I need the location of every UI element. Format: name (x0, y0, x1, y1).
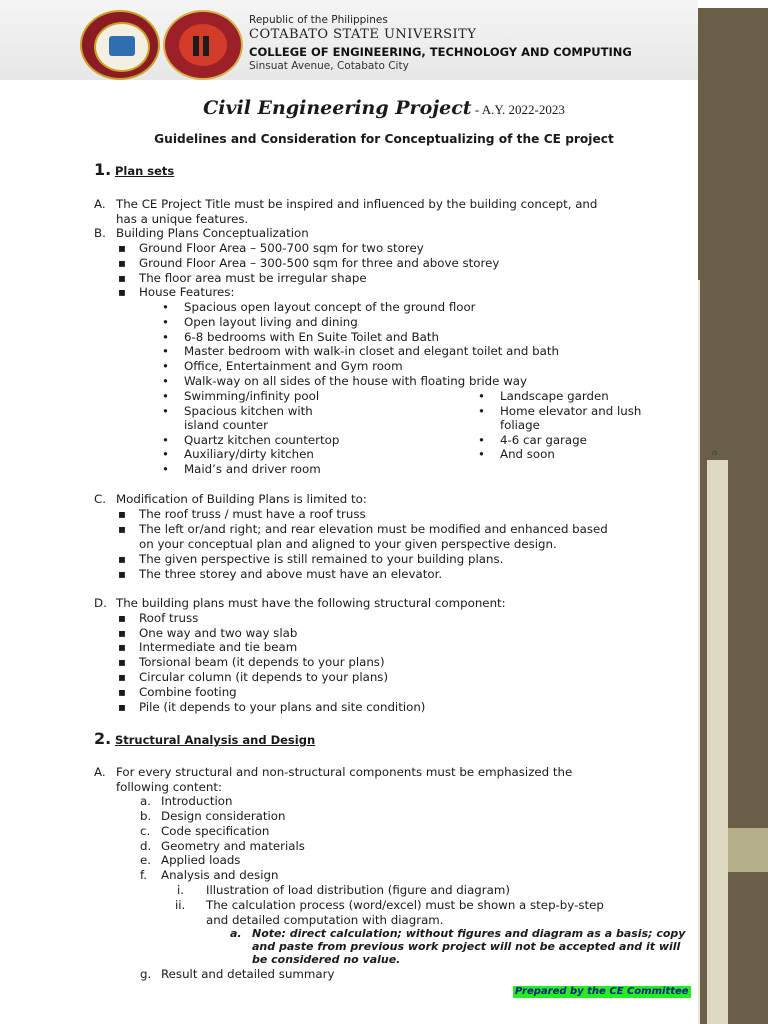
side-strip-accent (728, 828, 768, 872)
sub-marker: c. (140, 824, 151, 838)
sub-item: Analysis and design (161, 868, 279, 882)
roman-marker: ii. (175, 898, 186, 912)
note-text: Note: direct calculation; without figures and diagram as a basis; copy (252, 927, 686, 940)
square-bullet: ▪ (118, 670, 126, 684)
sub-marker: b. (140, 809, 152, 823)
item-marker: D. (94, 596, 107, 610)
list-item: Roof truss (139, 611, 199, 625)
side-strip-light (707, 460, 728, 1024)
list-item-continued: on your conceptual plan and aligned to your given perspective design. (139, 537, 557, 551)
college-seal-logo (163, 10, 243, 80)
list-item: The roof truss / must have a roof truss (139, 507, 366, 521)
dot-bullet: • (162, 433, 169, 447)
section-label: Plan sets (114, 164, 175, 178)
address: Sinsuat Avenue, Cotabato City (249, 60, 409, 72)
dot-bullet: • (162, 404, 169, 418)
item-text: has a unique features. (116, 212, 249, 226)
sub-item: Introduction (161, 794, 233, 808)
square-bullet: ▪ (118, 507, 126, 521)
dot-bullet: • (162, 389, 169, 403)
dot-bullet: • (162, 374, 169, 388)
item-text: following content: (116, 780, 222, 794)
square-bullet: ▪ (118, 685, 126, 699)
list-item: Ground Floor Area – 300-500 sqm for three and above storey (139, 256, 500, 270)
list-item: The given perspective is still remained to your building plans. (139, 552, 504, 566)
sub-item: Geometry and materials (161, 839, 305, 853)
list-item: Landscape garden (500, 389, 609, 403)
square-bullet: ▪ (118, 567, 126, 581)
item-marker: A. (94, 197, 106, 211)
republic-line: Republic of the Philippines (249, 14, 388, 26)
dot-bullet: • (478, 389, 485, 403)
letterhead (0, 0, 698, 80)
list-item: The floor area must be irregular shape (139, 271, 367, 285)
list-item: One way and two way slab (139, 626, 298, 640)
list-item: Spacious kitchen with (184, 404, 313, 418)
list-item: Torsional beam (it depends to your plans) (139, 655, 385, 669)
item-text: Modification of Building Plans is limited to: (116, 492, 367, 506)
square-bullet: ▪ (118, 700, 126, 714)
sub-item: Design consideration (161, 809, 286, 823)
dot-bullet: • (162, 447, 169, 461)
note-text: and paste from previous work project will not be accepted and it will (252, 940, 681, 953)
list-item: Auxiliary/dirty kitchen (184, 447, 314, 461)
item-marker: A. (94, 765, 106, 779)
item-text: The CE Project Title must be inspired and influenced by the building concept, and (116, 197, 598, 211)
section-2-heading (94, 729, 316, 748)
dot-bullet: • (478, 447, 485, 461)
roman-marker: i. (177, 883, 185, 897)
list-item: Swimming/infinity pool (184, 389, 320, 403)
note-marker: a. (230, 927, 242, 940)
item-text: Building Plans Conceptualization (116, 226, 309, 240)
square-bullet: ▪ (118, 241, 126, 255)
title-separator: - (471, 102, 482, 117)
list-item: Open layout living and dining (184, 315, 358, 329)
roman-item: Illustration of load distribution (figure and diagram) (206, 883, 510, 897)
section-number: 1. (94, 160, 112, 179)
sub-marker: a. (140, 794, 151, 808)
sub-marker: g. (140, 967, 152, 981)
dot-bullet: • (162, 462, 169, 476)
list-item: And soon (500, 447, 555, 461)
section-label: Structural Analysis and Design (114, 733, 316, 747)
college-name: COLLEGE OF ENGINEERING, TECHNOLOGY AND COMPUTING (249, 45, 632, 59)
list-item: The left or/and right; and rear elevation must be modified and enhanced based (139, 522, 608, 536)
item-text: For every structural and non-structural components must be emphasized the (116, 765, 573, 779)
list-item: 6-8 bedrooms with En Suite Toilet and Bath (184, 330, 439, 344)
list-item: House Features: (139, 285, 235, 299)
square-bullet: ▪ (118, 271, 126, 285)
square-bullet: ▪ (118, 655, 126, 669)
list-item: Maid’s and driver room (184, 462, 321, 476)
square-bullet: ▪ (118, 626, 126, 640)
item-text: The building plans must have the following structural component: (116, 596, 506, 610)
sub-marker: f. (140, 868, 148, 882)
list-item: Home elevator and lush (500, 404, 642, 418)
roman-item-continued: and detailed computation with diagram. (206, 913, 444, 927)
list-item: 4-6 car garage (500, 433, 587, 447)
square-bullet: ▪ (118, 256, 126, 270)
section-1-heading (94, 160, 175, 179)
side-strip-top (698, 0, 768, 8)
list-item-continued: foliage (500, 418, 540, 432)
dot-bullet: • (162, 359, 169, 373)
list-item: Circular column (it depends to your plans) (139, 670, 389, 684)
list-item: Walk-way on all sides of the house with floating bride way (184, 374, 527, 388)
dot-bullet: • (162, 315, 169, 329)
document-subtitle: Guidelines and Consideration for Conceptualizing of the CE project (154, 132, 614, 146)
side-mark: e (708, 450, 719, 456)
square-bullet: ▪ (118, 552, 126, 566)
list-item: Spacious open layout concept of the ground floor (184, 300, 476, 314)
sub-item: Code specification (161, 824, 270, 838)
dot-bullet: • (162, 300, 169, 314)
list-item: The three storey and above must have an elevator. (139, 567, 443, 581)
list-item: Pile (it depends to your plans and site condition) (139, 700, 426, 714)
university-seal-logo (80, 10, 160, 80)
item-marker: B. (94, 226, 106, 240)
list-item: Master bedroom with walk-in closet and elegant toilet and bath (184, 344, 559, 358)
roman-item: The calculation process (word/excel) must be shown a step-by-step (206, 898, 604, 912)
dot-bullet: • (162, 330, 169, 344)
list-item: Intermediate and tie beam (139, 640, 298, 654)
note-text: be considered no value. (252, 953, 401, 966)
square-bullet: ▪ (118, 522, 126, 536)
list-item-continued: island counter (184, 418, 269, 432)
list-item: Quartz kitchen countertop (184, 433, 340, 447)
prepared-by-label: Prepared by the CE Committee (515, 986, 689, 997)
academic-year: A.Y. 2022-2023 (481, 102, 565, 117)
sub-marker: e. (140, 853, 152, 867)
dot-bullet: • (162, 344, 169, 358)
square-bullet: ▪ (118, 285, 126, 299)
square-bullet: ▪ (118, 611, 126, 625)
sub-item: Result and detailed summary (161, 967, 335, 981)
sub-item: Applied loads (161, 853, 241, 867)
document-title (0, 97, 768, 119)
list-item: Combine footing (139, 685, 237, 699)
square-bullet: ▪ (118, 640, 126, 654)
dot-bullet: • (478, 404, 485, 418)
sub-marker: d. (140, 839, 152, 853)
university-name: COTABATO STATE UNIVERSITY (249, 27, 477, 42)
list-item: Ground Floor Area – 500-700 sqm for two storey (139, 241, 424, 255)
item-marker: C. (94, 492, 106, 506)
side-strip-edge (698, 280, 700, 1024)
section-number: 2. (94, 729, 112, 748)
list-item: Office, Entertainment and Gym room (184, 359, 403, 373)
dot-bullet: • (478, 433, 485, 447)
title-main: Civil Engineering Project (203, 97, 472, 119)
